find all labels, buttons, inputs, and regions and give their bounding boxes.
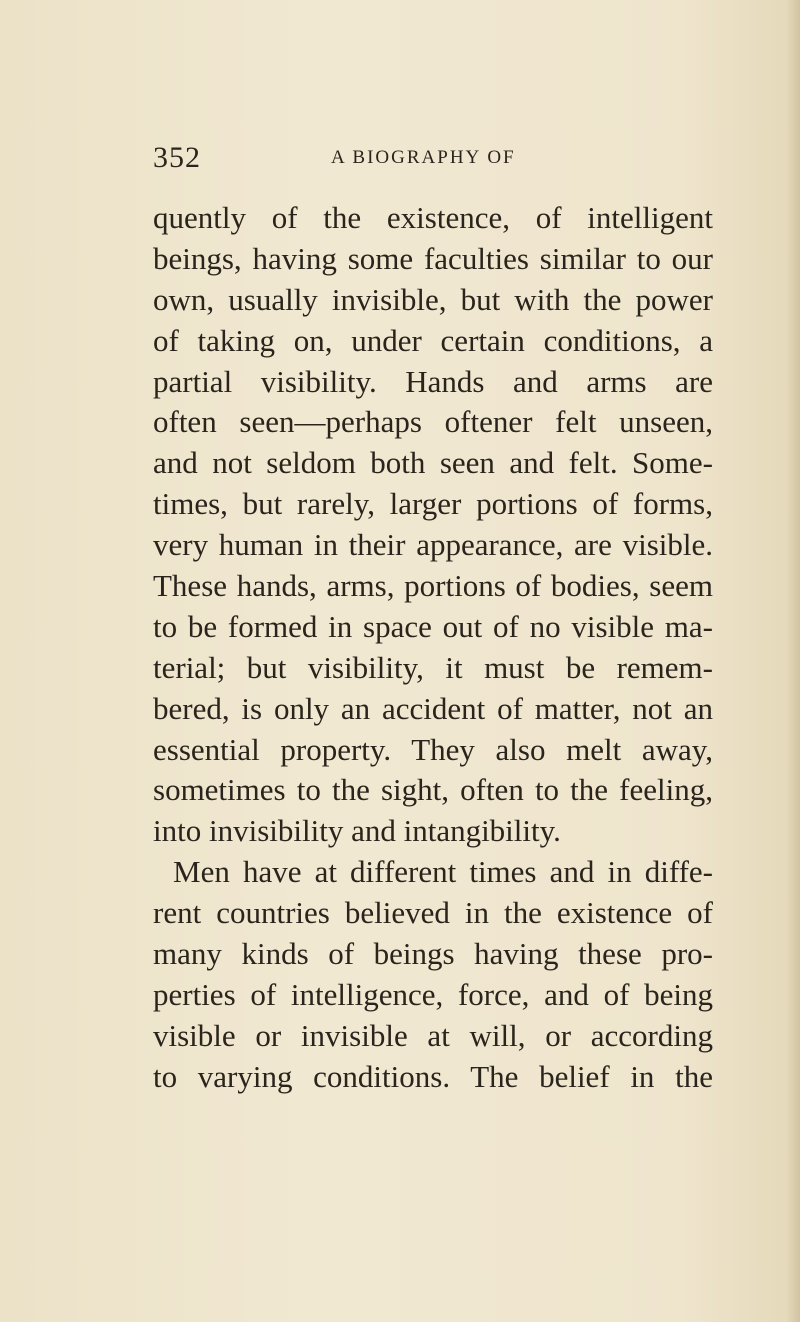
text-line: sometimes to the sight, often to the feeling, xyxy=(153,772,713,808)
text-line: bered, is only an accident of matter, not an xyxy=(153,690,713,726)
text-line: Men have at different times and in diffe- xyxy=(173,854,713,890)
text-line: partial visibility. Hands and arms are xyxy=(153,363,713,399)
page-edge-shadow xyxy=(786,0,800,1322)
text-line: perties of intelligence, force, and of being xyxy=(153,976,713,1012)
text-line: often seen—perhaps oftener felt unseen, xyxy=(153,404,713,440)
text-line: times, but rarely, larger portions of forms, xyxy=(153,486,713,522)
text-line: quently of the existence, of intelligent xyxy=(153,200,713,235)
text-line: to varying conditions. The belief in the xyxy=(153,1058,713,1094)
text-line: visible or invisible at will, or according xyxy=(153,1017,713,1053)
text-line: rent countries believed in the existence of xyxy=(153,895,713,931)
running-title: A BIOGRAPHY OF xyxy=(331,147,516,168)
text-line: many kinds of beings having these pro- xyxy=(153,936,713,972)
body-text xyxy=(153,198,713,1098)
text-line: terial; but visibility, it must be remem- xyxy=(153,649,713,685)
text-line: essential property. They also melt away, xyxy=(153,731,713,767)
text-line: into invisibility and intangibility. xyxy=(153,813,561,849)
page-number: 352 xyxy=(153,141,201,174)
text-line: These hands, arms, portions of bodies, seem xyxy=(153,568,713,604)
text-line: beings, having some faculties similar to our xyxy=(153,240,713,276)
running-head xyxy=(153,140,713,176)
text-line: to be formed in space out of no visible ma- xyxy=(153,608,713,644)
text-line: and not seldom both seen and felt. Some- xyxy=(153,445,713,481)
text-line: of taking on, under certain conditions, a xyxy=(153,322,713,358)
text-line: very human in their appearance, are visible. xyxy=(153,527,713,563)
text-line: own, usually invisible, but with the power xyxy=(153,281,713,317)
